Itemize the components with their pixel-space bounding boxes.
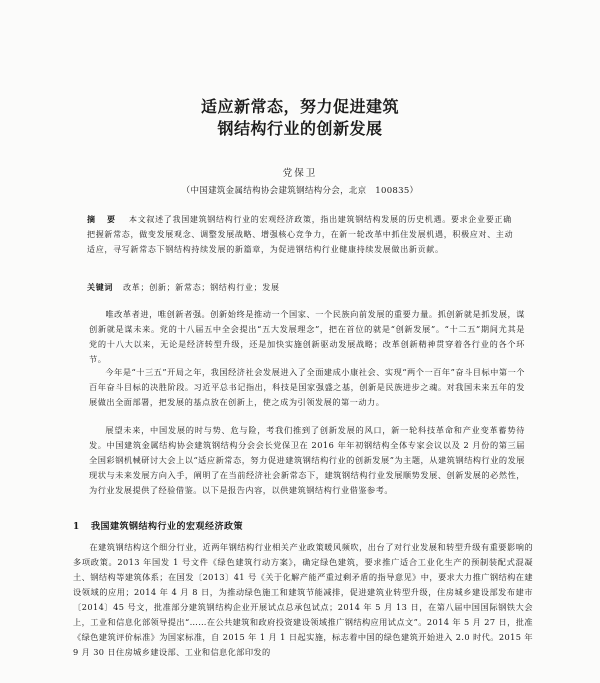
- keywords: [87, 280, 519, 295]
- author: 党保卫: [282, 168, 318, 179]
- abstract-text: 本文叙述了我国建筑钢结构行业的宏观经济政策，指出建筑钢结构发展的历史机遇。要求企业要正确把握新常态，做变发展观念、调整发展战略、增强核心竞争力，在新一轮改革中抓住发展机遇，积极应对、主动适应，寻写新常态下钢结构持续发展的新篇章，为促进钢结构行业健康持续发展做出新贡献。: [87, 215, 514, 254]
- abstract-label: 摘 要: [87, 214, 117, 224]
- paper-title-line2: 钢结构行业的创新发展: [217, 119, 383, 138]
- paper-title-line1: 适应新常态，努力促进建筑: [200, 97, 399, 116]
- section-heading: [73, 519, 533, 532]
- affiliation: （中国建筑金属结构协会建筑钢结构分会，北京 100835）: [181, 186, 419, 196]
- paragraph-1: 唯改革者进，唯创新者强。创新始终是推动一个国家、一个民族向前发展的重要力量。抓创新就是抓发展，谋创新就是谋未来。党的十八届五中全会提出“五大发展理念”，把在首位的就是“创新发展”。“十二五”期间尤其是党的十八大以来，无论是经济转型升级，还是加快实施创新驱动发展战略；改革创新精神贯穿着各行业的各个环节。: [89, 309, 525, 364]
- keywords-label: 关键词: [87, 282, 114, 292]
- paragraph-4: 在建筑钢结构这个细分行业，近两年钢结构行业相关产业政策暖风频吹，出台了对行业发展和转型升级有重要影响的多项政策。2013 年国发 1 号文件《绿色建筑行动方案》，确定绿色建筑，要求推广适合工业化生产的预制装配式混凝土、钢结构等建筑体系；在国发〔2013〕41 号《关于化解产能严重过剩矛盾的指导意见》中，要求大力推广钢结构在建设领域的应用；2014 年 4 月 8 日，为推动绿色施工和建筑节能减排，促进建筑业转型升级，住房城乡建设部发布建市〔2014〕45 号文，批准部分建筑钢结构企业开展试点总承包试点；2014 年 5 月 13 日，在第八届中国国际钢铁大会上，工业和信息化部领导提出“……在公共建筑和政府投资建设领域推广钢结构应用试点文”。2014 年 5 月 27 日，批准《绿色建筑评价标准》为国家标准，自 2015 年 1 月 1 日起实施，标志着中国的绿色建筑开始进入 2.0 时代。2015 年 9 月 30 日住房城乡建设部、工业和信息化部印发的: [73, 542, 533, 657]
- paragraph-3: 展望未来，中国发展的时与势、危与险，考我们推到了创新发展的风口，新一轮科技革命和产业变革蓄势待发。中国建筑金属结构协会建筑钢结构分会会长党保卫在 2016 年年初钢结构全体专家会议以及 2 月份的第三届全国彩钢机械研讨大会上以“适应新常态，努力促进建筑钢结构行业的创新发展”为主题，从建筑钢结构行业的发展现状与未来发展方向入手，阐明了在当前经济社会新常态下，建筑钢结构行业发展顺势发展、创新发展的必然性，为行业发展提供了经验借鉴。以下是报告内容，以供建筑钢结构行业借鉴参考。: [89, 425, 525, 495]
- section-title: 我国建筑钢结构行业的宏观经济政策: [91, 522, 244, 532]
- abstract: [87, 212, 519, 257]
- section-number: 1: [73, 522, 80, 532]
- paragraph-2: 今年是“十三五”开局之年，我国经济社会发展进入了全面建成小康社会、实现“两个一百年”奋斗目标中第一个百年奋斗目标的决胜阶段。习近平总书记指出，科技是国家强盛之基，创新是民族进步之魂。对我国未来五年的发展做出全面部署，把发展的基点放在创新上，使之成为引领发展的第一动力。: [89, 367, 525, 407]
- keywords-text: 改革；创新；新常态；钢结构行业；发展: [123, 283, 280, 292]
